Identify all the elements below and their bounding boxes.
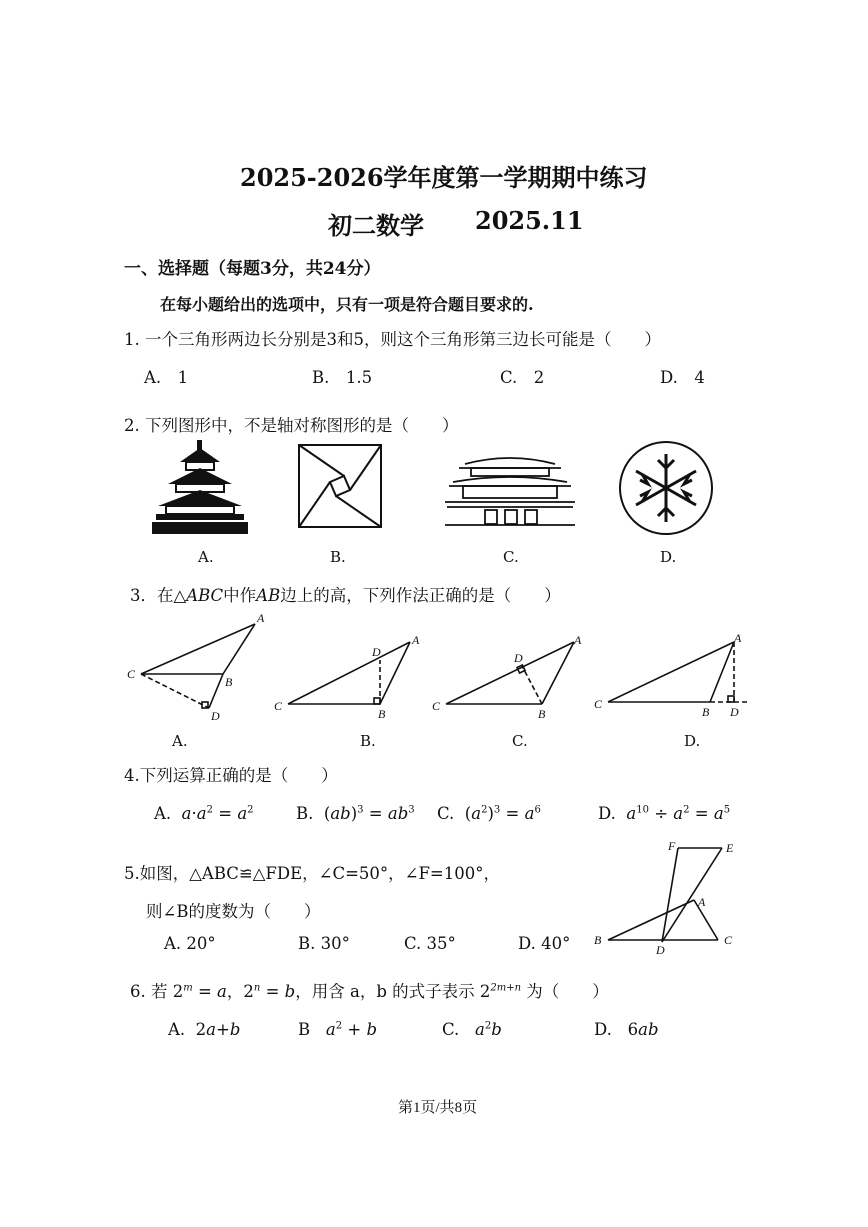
point-label: A — [574, 633, 582, 647]
q6-option-b: B $a^2 + b$ — [298, 1020, 377, 1039]
point-label: A — [412, 633, 420, 647]
q3-triangle-c-figure — [430, 630, 585, 725]
q4-option-c: C. $(a^2)^3 = a^6$ — [437, 804, 541, 823]
palace-figure — [445, 452, 575, 527]
q6-option-d: D. 6ab — [594, 1020, 659, 1039]
q3-label-a: A. — [172, 732, 188, 750]
question-4-text: 4.下列运算正确的是（ ） — [124, 766, 338, 785]
point-label: B — [225, 675, 233, 689]
q3-triangle-b-figure — [272, 630, 422, 725]
point-label: C — [274, 699, 283, 713]
q1-option-d: D. 4 — [660, 368, 705, 387]
question-2-text: 2. 下列图形中，不是轴对称图形的是（ ） — [124, 416, 459, 435]
point-label: B — [702, 705, 710, 719]
point-label: B — [378, 707, 386, 721]
q3-triangle-a-figure — [125, 612, 265, 722]
point-label: A — [257, 611, 265, 625]
question-5-line2: 则∠B的度数为（ ） — [146, 902, 321, 921]
point-label: B — [594, 933, 602, 947]
point-label: D — [211, 709, 220, 723]
point-label: C — [127, 667, 136, 681]
point-label: C — [594, 697, 603, 711]
q5-option-c: C. 35° — [404, 934, 456, 953]
q3-label-d: D. — [684, 732, 701, 750]
q3-label-c: C. — [512, 732, 528, 750]
snowflake-figure — [618, 440, 714, 536]
exam-title: 2025-2026学年度第一学期期中练习 — [240, 163, 648, 192]
q4-option-b: B. $(ab)^3 = ab^3$ — [296, 804, 415, 823]
q2-label-c: C. — [503, 548, 519, 566]
question-5-line1: 5.如图，△ABC≌△FDE，∠C=50°，∠F=100°， — [124, 864, 501, 883]
q2-label-a: A. — [198, 548, 214, 566]
temple-of-heaven-figure — [150, 440, 250, 535]
q1-option-a: A. 1 — [144, 368, 189, 387]
q1-option-c: C. 2 — [500, 368, 545, 387]
question-3-text: 3．在△ABC中作AB边上的高，下列作法正确的是（ ） — [130, 586, 561, 605]
exam-subject: 初二数学 — [328, 211, 424, 240]
point-label: A — [734, 631, 742, 645]
point-label: D — [514, 651, 523, 665]
q5-option-a: A. 20° — [164, 934, 216, 953]
q2-label-b: B. — [330, 548, 346, 566]
point-label: A — [698, 895, 706, 909]
question-6-text: 6. 若 $2^m = a$，$2^n = b$，用含 a，b 的式子表示 $2^{2m+n}$ 为（ ） — [130, 982, 609, 1001]
exam-date: 2025.11 — [475, 206, 584, 235]
section-instruction: 在每小题给出的选项中，只有一项是符合题目要求的. — [160, 295, 534, 314]
point-label: C — [432, 699, 441, 713]
q5-option-d: D. 40° — [518, 934, 571, 953]
q4-option-a: A. $a\cdot a^2 = a^2$ — [154, 804, 254, 823]
q1-option-b: B. 1.5 — [312, 368, 373, 387]
point-label: D — [656, 943, 665, 957]
point-label: B — [538, 707, 546, 721]
pinwheel-square-figure — [298, 444, 382, 528]
point-label: D — [372, 645, 381, 659]
point-label: E — [726, 841, 734, 855]
point-label: F — [668, 839, 676, 853]
q6-option-c: C. $a^2b$ — [442, 1020, 502, 1039]
q5-option-b: B. 30° — [298, 934, 350, 953]
question-1-text: 1. 一个三角形两边长分别是3和5，则这个三角形第三边长可能是（ ） — [124, 330, 661, 349]
point-label: D — [730, 705, 739, 719]
q6-option-a: A. 2a+b — [168, 1020, 241, 1039]
q3-label-b: B. — [360, 732, 376, 750]
q2-label-d: D. — [660, 548, 677, 566]
point-label: C — [724, 933, 733, 947]
section-heading: 一、选择题（每题3分，共24分） — [124, 259, 381, 279]
q5-congruent-triangles-figure — [590, 838, 750, 958]
q4-option-d: D. $a^{10} \div a^2 = a^5$ — [598, 804, 731, 823]
q3-triangle-d-figure — [592, 630, 757, 725]
page-number: 第1页/共8页 — [398, 1100, 478, 1116]
